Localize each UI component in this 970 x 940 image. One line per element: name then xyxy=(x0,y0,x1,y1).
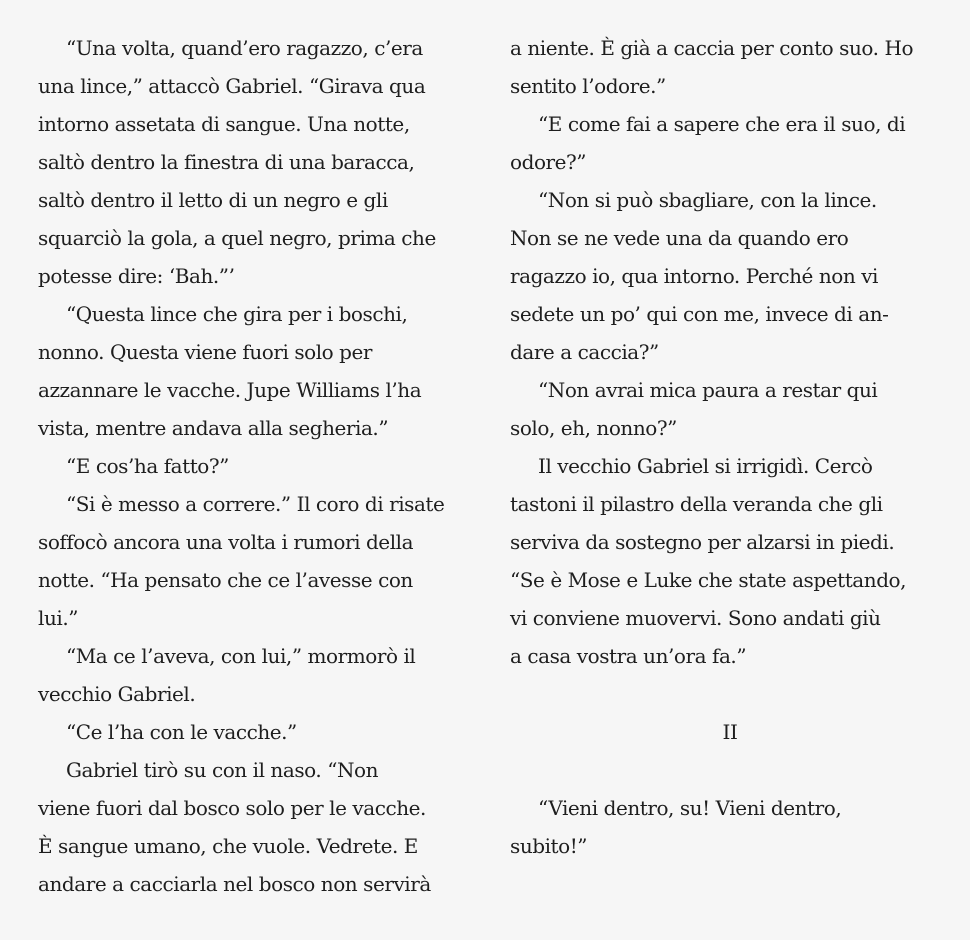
text-line: notte. “Ha pensato che ce l’avesse con xyxy=(38,568,413,592)
text-line: “E cos’ha fatto?” xyxy=(66,454,229,478)
text-line: “Questa lince che gira per i boschi, xyxy=(66,302,408,326)
text-line: vista, mentre andava alla segheria.” xyxy=(38,416,389,440)
text-line: saltò dentro il letto di un negro e gli xyxy=(38,188,388,212)
text-line: azzannare le vacche. Jupe Williams l’ha xyxy=(38,378,422,402)
text-line: soffocò ancora una volta i rumori della xyxy=(38,530,414,554)
text-line: a casa vostra un’ora fa.” xyxy=(510,644,747,668)
text-line: lui.” xyxy=(38,606,79,630)
text-line: “Non si può sbagliare, con la lince. xyxy=(538,188,877,212)
spacer xyxy=(510,751,950,789)
text-line: vi conviene muovervi. Sono andati giù xyxy=(510,606,881,630)
right-text-column xyxy=(510,29,950,865)
text-line: Non se ne vede una da quando ero xyxy=(510,226,849,250)
text-line: Gabriel tirò su con il naso. “Non xyxy=(66,758,379,782)
text-line: sentito l’odore.” xyxy=(510,74,666,98)
text-line: una lince,” attaccò Gabriel. “Girava qua xyxy=(38,74,426,98)
text-line: vecchio Gabriel. xyxy=(38,682,196,706)
text-line: “Ce l’ha con le vacche.” xyxy=(66,720,297,744)
text-line: andare a cacciarla nel bosco non servirà xyxy=(38,872,431,896)
text-line: dare a caccia?” xyxy=(510,340,659,364)
text-line: Il vecchio Gabriel si irrigidì. Cercò xyxy=(538,454,873,478)
text-line: “Vieni dentro, su! Vieni dentro, xyxy=(538,796,842,820)
text-line: squarciò la gola, a quel negro, prima che xyxy=(38,226,436,250)
text-line: “Una volta, quand’ero ragazzo, c’era xyxy=(66,36,423,60)
text-line: subito!” xyxy=(510,834,588,858)
text-line: odore?” xyxy=(510,150,587,174)
text-line: “Ma ce l’aveva, con lui,” mormorò il xyxy=(66,644,416,668)
text-line: potesse dire: ‘Bah.”’ xyxy=(38,264,235,288)
text-line: a niente. È già a caccia per conto suo. Ho xyxy=(510,36,914,60)
text-line: “Non avrai mica paura a restar qui xyxy=(538,378,878,402)
text-line: tastoni il pilastro della veranda che gli xyxy=(510,492,883,516)
text-line: intorno assetata di sangue. Una notte, xyxy=(38,112,410,136)
book-page xyxy=(0,29,970,929)
text-line: È sangue umano, che vuole. Vedrete. E xyxy=(38,834,418,858)
section-heading: II xyxy=(722,720,738,744)
text-line: serviva da sostegno per alzarsi in piedi. xyxy=(510,530,895,554)
text-line: saltò dentro la finestra di una baracca, xyxy=(38,150,415,174)
text-line: “Si è messo a correre.” Il coro di risate xyxy=(66,492,445,516)
text-line: “E come fai a sapere che era il suo, di xyxy=(538,112,906,136)
left-text-column xyxy=(38,29,468,903)
text-line: ragazzo io, qua intorno. Perché non vi xyxy=(510,264,878,288)
text-line: “Se è Mose e Luke che state aspettando, xyxy=(510,568,907,592)
text-line: solo, eh, nonno?” xyxy=(510,416,677,440)
text-line: sedete un po’ qui con me, invece di an- xyxy=(510,302,889,326)
text-line: nonno. Questa viene fuori solo per xyxy=(38,340,373,364)
text-line: viene fuori dal bosco solo per le vacche. xyxy=(38,796,426,820)
spacer xyxy=(510,675,950,713)
